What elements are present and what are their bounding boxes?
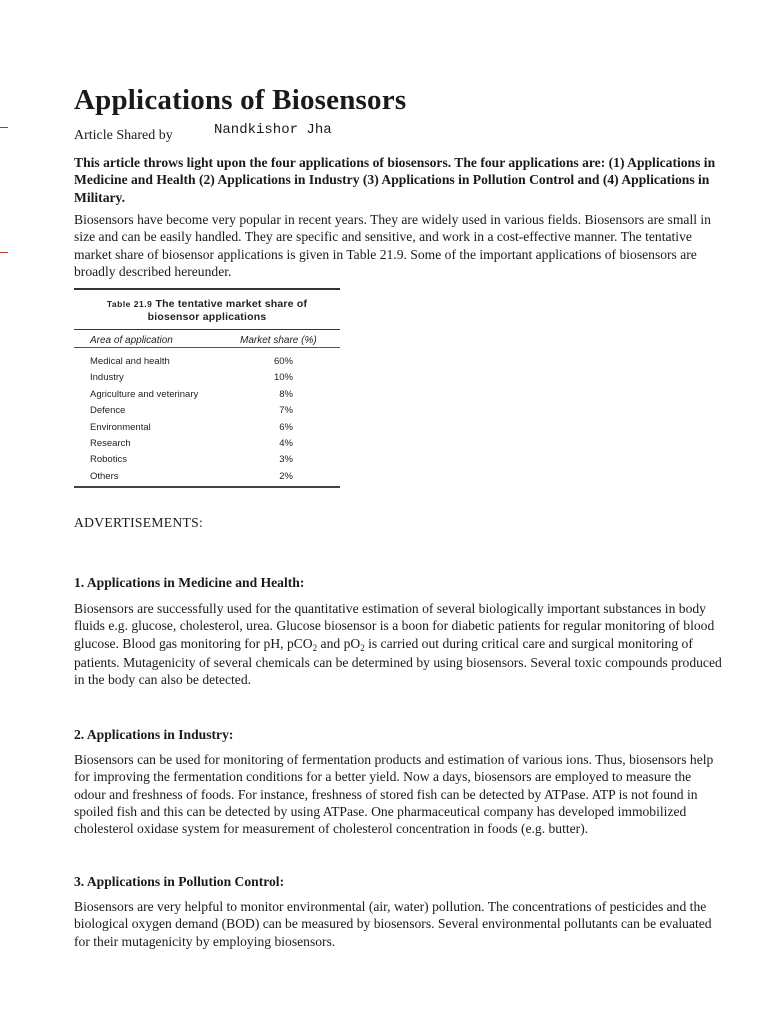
- section2-heading: 2. Applications in Industry:: [74, 727, 234, 742]
- advertisements-label: ADVERTISEMENTS:: [74, 515, 204, 530]
- author-name[interactable]: Nandkishor Jha: [214, 122, 332, 138]
- table-cell-share: 3%: [279, 454, 293, 466]
- table-row: [74, 372, 340, 388]
- section1-text-b: and pO: [317, 635, 361, 651]
- table-row: [74, 422, 340, 438]
- table-cell-share: 10%: [273, 372, 293, 384]
- co2-subscript: 2: [312, 642, 318, 653]
- section3-heading: 3. Applications in Pollution Control:: [74, 874, 285, 889]
- o2-subscript: 2: [360, 642, 365, 653]
- intro-paragraph: This article throws light upon the four applications of biosensors. The four applications are: (1) Applications in Medicine and Health (2) Applications in Industry (3) Applications in Pollution Control and (4) Applications in Military.: [74, 155, 716, 205]
- article-title: Applications of Biosensors: [74, 84, 407, 116]
- section1-text-c: is carried out during critical care and surgical monitoring of patients. Mutagenicity of several chemicals can be determined by using biosensors. Several toxic compounds produced in the body can also be detected.: [74, 635, 722, 688]
- table-cell-share: 4%: [279, 438, 293, 449]
- table-cell-share: 8%: [279, 388, 293, 400]
- table-rule: [74, 347, 340, 348]
- table-row: [74, 405, 340, 421]
- table-cell-area: Robotics: [90, 454, 127, 466]
- page-edge-mark: [0, 127, 8, 128]
- table-header-area: Area of application: [90, 335, 173, 346]
- table-header-share: Market share (%): [240, 335, 317, 346]
- table-number: Table 21.9: [106, 299, 153, 309]
- section3-paragraph: Biosensors are very helpful to monitor environmental (air, water) pollution. The concentrations of pesticides and the biological oxygen demand (BOD) can be measured by biosensors. Several environmental pollutants can be evaluated for their mutagenicity by employing biosensors.: [74, 899, 712, 949]
- table-caption: [74, 298, 340, 324]
- table-cell-share: 7%: [279, 405, 293, 417]
- table-cell-area: Defence: [90, 405, 126, 417]
- table-cell-area: Industry: [90, 372, 124, 384]
- table-row: [74, 438, 340, 454]
- page-edge-mark: [0, 252, 8, 253]
- table-cell-area: Agriculture and veterinary: [90, 388, 199, 400]
- table-cell-area: Environmental: [90, 421, 151, 433]
- table-caption-line2: biosensor applications: [147, 311, 267, 323]
- table-cell-area: Others: [90, 470, 119, 482]
- table-row: [74, 471, 340, 487]
- byline-label: Article Shared by: [74, 128, 173, 143]
- table-row: [74, 389, 340, 405]
- table-row: [74, 356, 340, 372]
- table-rule: [74, 288, 340, 290]
- overview-paragraph: Biosensors have become very popular in recent years. They are widely used in various fields. Biosensors are small in size and can be easily handled. They are specific and sensitive, and work in a cost-effective manner. The tentative market share of biosensor applications is given in Table 21.9. Some of the important applications of biosensors are broadly described hereunder.: [74, 212, 711, 279]
- table-rule: [74, 486, 340, 488]
- table-rule: [74, 329, 340, 330]
- table-cell-share: 60%: [273, 356, 293, 367]
- table-cell-area: Research: [90, 438, 131, 449]
- table-row: [74, 454, 340, 470]
- table-caption-line1: The tentative market share of: [155, 298, 308, 310]
- section1-paragraph: [74, 600, 724, 688]
- section1-text-a: Biosensors are successfully used for the quantitative estimation of several biologically important substances in body fluids e.g. glucose, cholesterol, urea. Glucose biosensor is a boon for diabetic patients for regular monitoring of blood glucose. Blood gas monitoring for pH, pCO: [74, 601, 715, 651]
- section2-paragraph: Biosensors can be used for monitoring of fermentation products and estimation of various ions. Thus, biosensors help for improving the fermentation conditions for a better yield. Now a days, biosensors are employed to measure the odour and freshness of foods. For instance, freshness of stored fish can be detected by ATPase. ATP is not found in spoiled fish and this can be detected by using ATPase. One pharmaceutical company has developed immobilized cholesterol oxidase system for measurement of cholesterol concentration in foods (e.g. butter).: [74, 752, 714, 837]
- table-cell-share: 6%: [279, 421, 293, 433]
- table-cell-share: 2%: [279, 470, 293, 482]
- market-share-table: [74, 288, 340, 488]
- section1-heading: 1. Applications in Medicine and Health:: [74, 575, 305, 590]
- table-cell-area: Medical and health: [90, 356, 170, 367]
